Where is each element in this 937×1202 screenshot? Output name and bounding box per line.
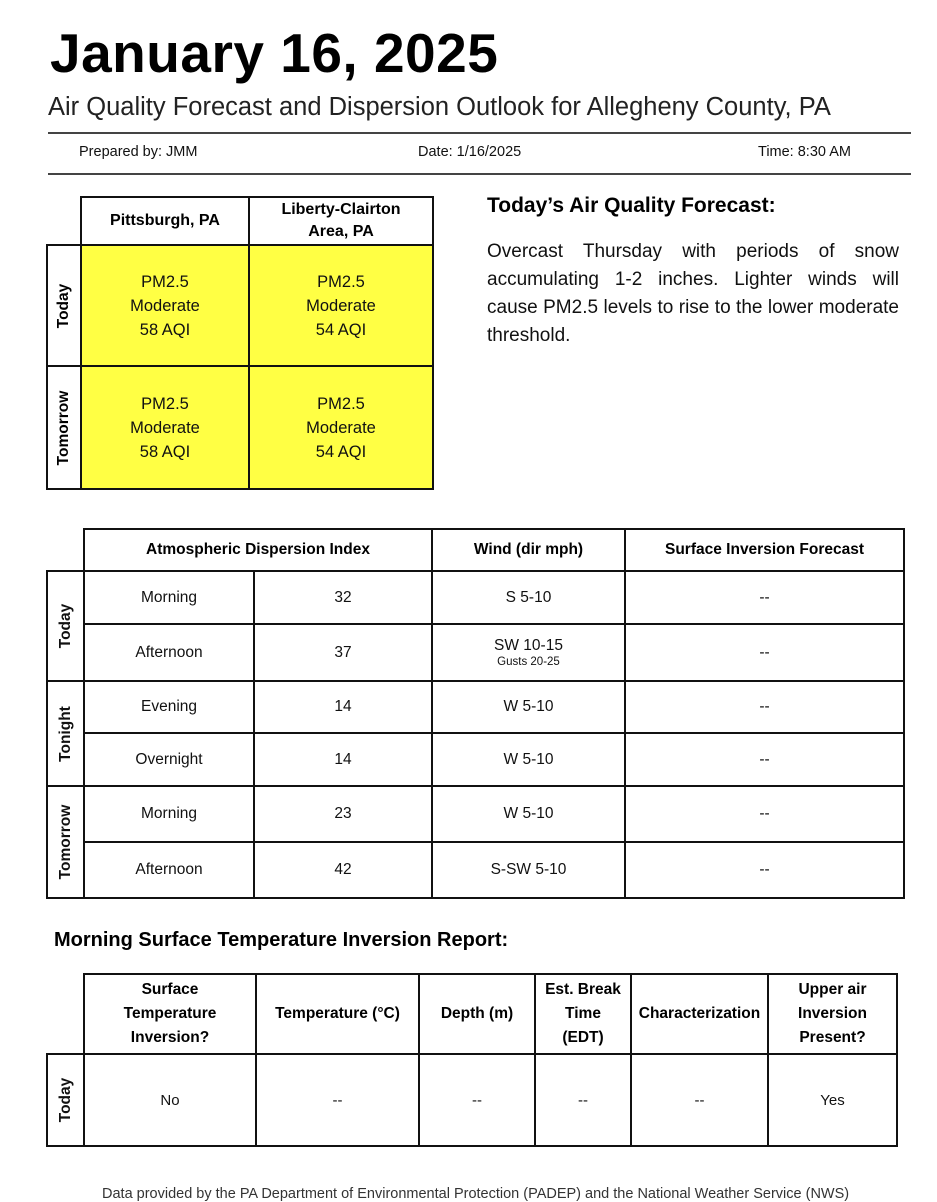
footer-source-note: Data provided by the PA Department of Environmental Protection (PADEP) and the National Weather Service (NWS) bbox=[102, 1186, 850, 1202]
header-characterization: Characterization bbox=[631, 974, 768, 1054]
corner-cell bbox=[47, 974, 84, 1054]
aqi-cell: PM2.5 Moderate 58 AQI bbox=[81, 366, 249, 489]
header-break-time: Est. Break Time (EDT) bbox=[535, 974, 631, 1054]
group-label-tonight: Tonight bbox=[47, 681, 84, 786]
row-label-today: Today bbox=[47, 1054, 84, 1146]
column-header-pittsburgh: Pittsburgh, PA bbox=[81, 197, 249, 245]
value-cell: -- bbox=[256, 1054, 419, 1146]
prepared-by: Prepared by: JMM bbox=[79, 144, 198, 160]
row-label-tomorrow: Tomorrow bbox=[47, 366, 81, 489]
value-cell: -- bbox=[535, 1054, 631, 1146]
row-label-today: Today bbox=[47, 245, 81, 366]
aqi-cell: PM2.5 Moderate 58 AQI bbox=[81, 245, 249, 366]
header-depth: Depth (m) bbox=[419, 974, 535, 1054]
report-date: Date: 1/16/2025 bbox=[418, 144, 522, 160]
index-cell: 32 bbox=[254, 571, 432, 624]
header-upper-air-inversion: Upper air Inversion Present? bbox=[768, 974, 897, 1054]
inversion-cell: -- bbox=[625, 624, 904, 681]
inversion-cell: -- bbox=[625, 681, 904, 733]
page-title: January 16, 2025 bbox=[50, 22, 499, 84]
wind-cell: SW 10-15 Gusts 20-25 bbox=[432, 624, 625, 681]
dispersion-table bbox=[46, 528, 905, 899]
corner-cell bbox=[47, 197, 81, 245]
header-wind: Wind (dir mph) bbox=[432, 529, 625, 571]
value-cell: No bbox=[84, 1054, 256, 1146]
group-label-tomorrow: Tomorrow bbox=[47, 786, 84, 898]
header-surface-inversion: Surface Inversion Forecast bbox=[625, 529, 904, 571]
header-temperature: Temperature (°C) bbox=[256, 974, 419, 1054]
inversion-cell: -- bbox=[625, 842, 904, 898]
index-cell: 14 bbox=[254, 681, 432, 733]
index-cell: 14 bbox=[254, 733, 432, 786]
forecast-heading: Today’s Air Quality Forecast: bbox=[487, 194, 776, 217]
wind-cell: W 5-10 bbox=[432, 733, 625, 786]
divider-top bbox=[48, 132, 911, 134]
corner-cell bbox=[47, 529, 84, 571]
period-cell: Evening bbox=[84, 681, 254, 733]
inversion-report-heading: Morning Surface Temperature Inversion Report: bbox=[54, 929, 509, 951]
report-time: Time: 8:30 AM bbox=[758, 144, 851, 160]
aqi-forecast-table bbox=[46, 196, 434, 490]
index-cell: 37 bbox=[254, 624, 432, 681]
value-cell: Yes bbox=[768, 1054, 897, 1146]
wind-cell: W 5-10 bbox=[432, 681, 625, 733]
column-header-liberty-clairton: Liberty-Clairton Area, PA bbox=[249, 197, 433, 245]
divider-bottom bbox=[48, 173, 911, 175]
forecast-body: Overcast Thursday with periods of snow accumulating 1-2 inches. Lighter winds will cause PM2.5 levels to rise to the lower moderate threshold. bbox=[487, 241, 899, 346]
inversion-cell: -- bbox=[625, 786, 904, 842]
inversion-cell: -- bbox=[625, 571, 904, 624]
inversion-cell: -- bbox=[625, 733, 904, 786]
wind-cell: W 5-10 bbox=[432, 786, 625, 842]
wind-cell: S 5-10 bbox=[432, 571, 625, 624]
index-cell: 42 bbox=[254, 842, 432, 898]
aqi-cell: PM2.5 Moderate 54 AQI bbox=[249, 245, 433, 366]
value-cell: -- bbox=[631, 1054, 768, 1146]
period-cell: Overnight bbox=[84, 733, 254, 786]
header-dispersion-index: Atmospheric Dispersion Index bbox=[84, 529, 432, 571]
header-surface-temp-inversion: Surface Temperature Inversion? bbox=[84, 974, 256, 1054]
period-cell: Morning bbox=[84, 786, 254, 842]
wind-cell: S-SW 5-10 bbox=[432, 842, 625, 898]
aqi-cell: PM2.5 Moderate 54 AQI bbox=[249, 366, 433, 489]
group-label-today: Today bbox=[47, 571, 84, 681]
period-cell: Afternoon bbox=[84, 624, 254, 681]
index-cell: 23 bbox=[254, 786, 432, 842]
inversion-report-table bbox=[46, 973, 898, 1147]
gust-note: Gusts 20-25 bbox=[497, 655, 560, 668]
period-cell: Afternoon bbox=[84, 842, 254, 898]
period-cell: Morning bbox=[84, 571, 254, 624]
page-subtitle: Air Quality Forecast and Dispersion Outlook for Allegheny County, PA bbox=[48, 93, 831, 121]
value-cell: -- bbox=[419, 1054, 535, 1146]
